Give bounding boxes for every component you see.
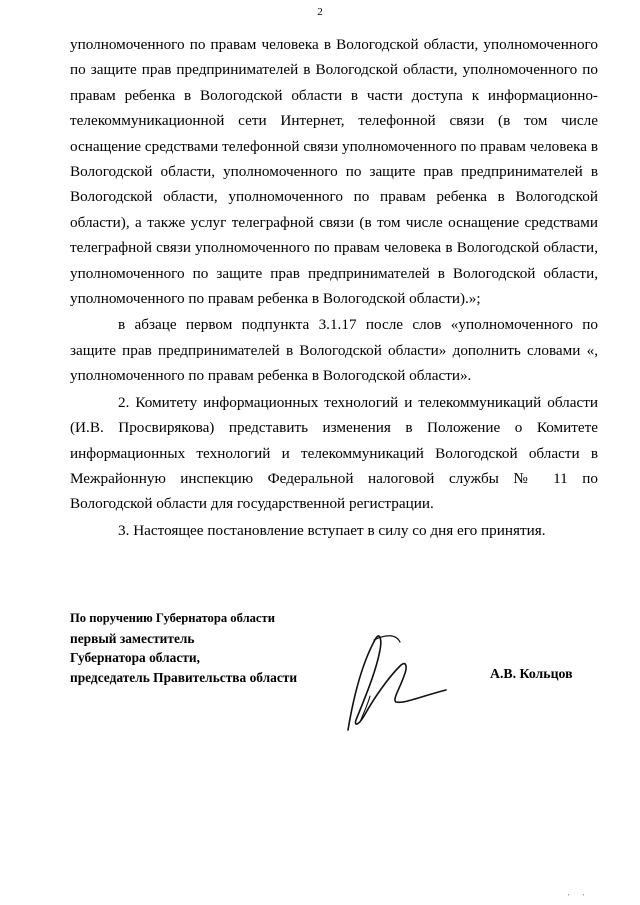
handwritten-signature <box>330 626 450 736</box>
page-number: 2 <box>317 6 323 18</box>
signatory-name: А.В. Кольцов <box>490 666 573 681</box>
paragraph-item-2: 2. Комитету информационных технологий и телекоммуникаций области (И.В. Просвирякова) представить изменения в Положение о Комитете информационных технологий и телекоммуникаций Вологодской области в Межрайонную инспекцию Федеральной налоговой службы № 11 по Вологодской области для государственной регистрации. <box>70 393 598 513</box>
signatory-line-4: председатель Правительства области <box>70 669 298 685</box>
paragraph-item-3: 3. Настоящее постановление вступает в силу со дня его принятия. <box>118 521 546 539</box>
document-body <box>70 32 598 543</box>
signatory-line-3: Губернатора области, <box>70 650 200 666</box>
signatory-line-1: По поручению Губернатора области <box>70 611 275 625</box>
paragraph-continuation: уполномоченного по правам человека в Вологодской области, уполномоченного по защите прав предпринимателей в Вологодской области, уполномоченного по правам ребенка в Вологодской области в части доступа к информационно-телекоммуникационной сети Интернет, телефонной связи (в том числе оснащение средствами телефонной связи уполномоченного по правам человека в Вологодской области, уполномоченного по защите прав предпринимателей в Вологодской области, уполномоченного по правам ребенка в Вологодской области), а также услуг телеграфной связи (в том числе оснащение средствами телеграфной связи уполномоченного по правам человека в Вологодской области, уполномоченного по защите прав предпринимателей в Вологодской области, уполномоченного по правам ребенка в Вологодской области).»; <box>70 36 598 308</box>
paragraph-amendment: в абзаце первом подпункта 3.1.17 после слов «уполномоченного по защите прав предпринимателей в Вологодской области» дополнить словами «, уполномоченного по правам ребенка в Вологодской области». <box>70 316 598 385</box>
scan-marks: ' ' <box>568 893 591 901</box>
signatory-line-2: первый заместитель <box>70 630 195 646</box>
signatory-title-block <box>70 609 297 687</box>
